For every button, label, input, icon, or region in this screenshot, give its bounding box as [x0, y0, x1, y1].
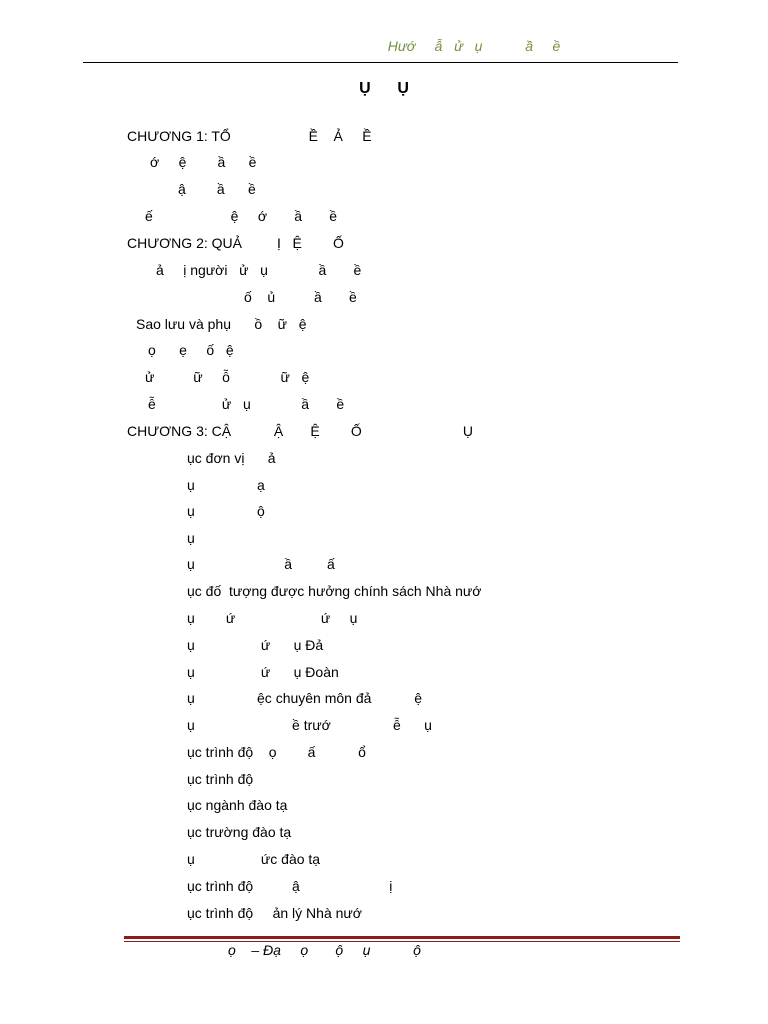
toc-entry[interactable]: ụ ộ [187, 503, 265, 519]
toc-entry[interactable]: ục ngành đào tạ [187, 797, 288, 813]
toc-entry[interactable]: ụ ạ [187, 477, 265, 493]
toc-entry[interactable]: ục trình độ ọ ấ ổ [187, 744, 366, 760]
toc-entry[interactable]: ục trường đào tạ [187, 824, 292, 840]
toc-entry[interactable]: ụ ệc chuyên môn đả ệ [187, 690, 422, 706]
toc-entry[interactable]: ớ ệ ầ ề [150, 154, 257, 170]
toc-entry[interactable]: ục trình độ ản lý Nhà nướ [187, 905, 362, 921]
toc-entry[interactable]: ậ ầ ề [178, 181, 256, 197]
footer-divider-thick [124, 936, 680, 939]
toc-chapter-1[interactable]: CHƯƠNG 1: TỔ Ề Ả Ề [127, 128, 372, 144]
toc-entry[interactable]: ế ệ ớ ầ ề [145, 208, 338, 224]
toc-entry[interactable]: ục đơn vị ả [187, 450, 276, 466]
toc-entry[interactable]: ụ ứ ứ ụ [187, 610, 358, 626]
header-title: Hướ ẫ ử ụ ầ ề [387, 38, 561, 54]
toc-entry[interactable]: ố ủ ầ ề [244, 289, 357, 305]
toc-entry[interactable]: ục đố tượng được hưởng chính sách Nhà nướ [187, 583, 482, 599]
toc-entry[interactable]: ụ ức đào tạ [187, 851, 321, 867]
toc-entry[interactable]: ả ị người ử ụ ầ ề [156, 262, 362, 278]
toc-entry[interactable]: ễ ử ụ ầ ề [148, 396, 345, 412]
toc-entry[interactable]: ục trình độ ậ ị [187, 878, 393, 894]
toc-entry[interactable]: ụ ứ ụ Đoàn [187, 664, 339, 680]
toc-entry[interactable]: ụ ề trướ ễ ụ [187, 717, 432, 733]
toc-entry[interactable]: ụ ầ ấ [187, 556, 335, 572]
footer-text: ọ – Đạ ọ ộ ụ ộ [228, 942, 421, 958]
toc-entry[interactable]: Sao lưu và phụ ồ ữ ệ [136, 316, 307, 332]
toc-chapter-3[interactable]: CHƯƠNG 3: CẬ Ậ Ệ Ố Ụ [127, 423, 474, 439]
toc-title: Ụ Ụ [359, 80, 409, 97]
toc-entry[interactable]: ụ [187, 530, 195, 546]
toc-entry[interactable]: ử ữ ỗ ữ ệ [145, 369, 310, 385]
toc-entry[interactable]: ụ ứ ụ Đả [187, 637, 324, 653]
toc-chapter-2[interactable]: CHƯƠNG 2: QUẢ Ị Ệ Ố [127, 235, 344, 251]
toc-entry[interactable]: ục trình độ [187, 771, 254, 787]
toc-entry[interactable]: ọ ẹ ố ệ [148, 342, 234, 358]
